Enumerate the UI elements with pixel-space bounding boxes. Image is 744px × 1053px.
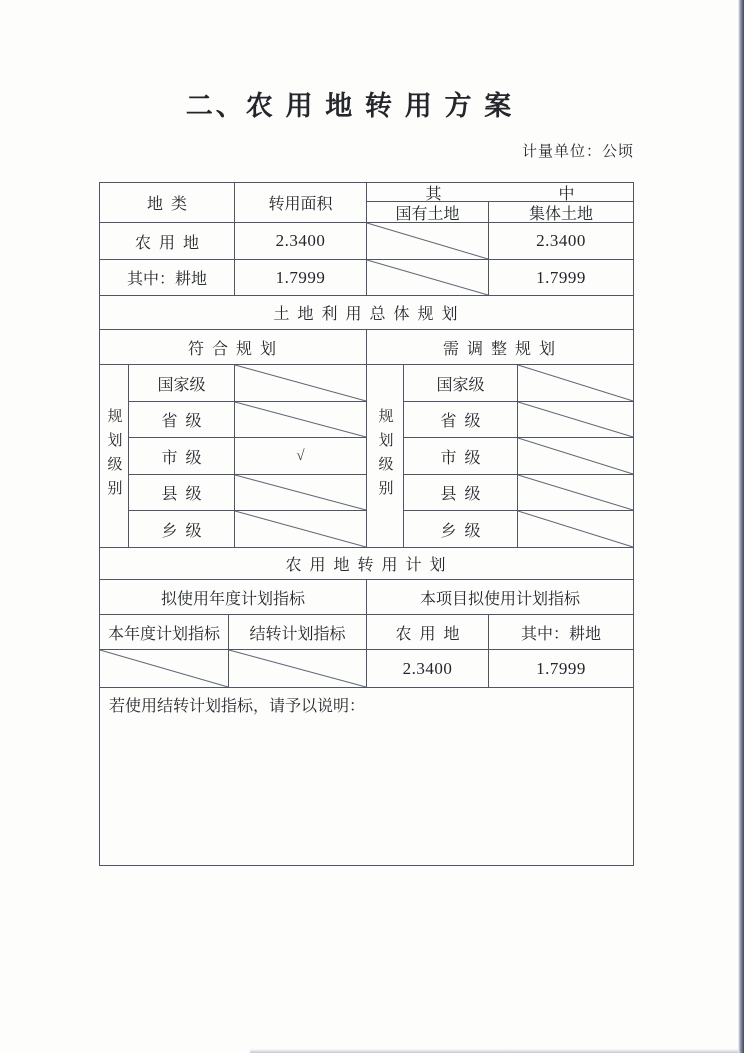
annual-plan-indicator-header: 拟使用年度计划指标 xyxy=(100,580,367,615)
farmland-area-value: 1.7999 xyxy=(235,260,367,296)
conform-city-checkmark-cell xyxy=(235,438,367,475)
adjust-township-empty-cell xyxy=(518,511,633,548)
among-which-header-cell xyxy=(367,183,633,202)
conforms-to-plan-header: 符 合 规 划 xyxy=(100,330,367,365)
adjust-township-level-label: 乡 级 xyxy=(404,511,518,548)
needs-adjustment-header: 需 调 整 规 划 xyxy=(367,330,633,365)
agricultural-land-row-label: 农 用 地 xyxy=(100,223,235,260)
carryover-indicator-header: 结转计划指标 xyxy=(229,615,367,650)
scan-page-edge-artifact xyxy=(738,0,744,1053)
planning-level-text-right: 规划级别 xyxy=(376,408,393,504)
measurement-unit-label: 计量单位：公顷 xyxy=(521,144,634,160)
agricultural-land-column-header: 农 用 地 xyxy=(367,615,489,650)
conform-national-level-label: 国家级 xyxy=(129,365,235,402)
conform-city-level-label: 市 级 xyxy=(129,438,235,475)
state-land-header-cell: 国有土地 xyxy=(367,202,489,223)
scan-bottom-shadow-artifact xyxy=(250,1049,738,1053)
adjust-province-level-label: 省 级 xyxy=(404,402,518,438)
farmland-row-label: 其中：耕地 xyxy=(100,260,235,296)
farmland-column-header: 其中：耕地 xyxy=(489,615,633,650)
land-conversion-form-table xyxy=(99,182,634,866)
collective-land-header-cell: 集体土地 xyxy=(489,202,633,223)
adjust-county-level-label: 县 级 xyxy=(404,475,518,511)
current-year-indicator-header: 本年度计划指标 xyxy=(100,615,229,650)
farmland-collective-land-value: 1.7999 xyxy=(489,260,633,296)
agricultural-land-area-value: 2.3400 xyxy=(235,223,367,260)
project-plan-indicator-header: 本项目拟使用计划指标 xyxy=(367,580,633,615)
conform-township-level-label: 乡 级 xyxy=(129,511,235,548)
agricultural-state-land-empty-cell xyxy=(367,223,489,260)
overall-planning-section-title: 土 地 利 用 总 体 规 划 xyxy=(100,296,633,330)
planning-level-text-left: 规划级别 xyxy=(105,408,122,504)
project-farmland-value: 1.7999 xyxy=(489,650,633,688)
page-title: 二、农 用 地 转 用 方 案 xyxy=(185,91,515,121)
adjust-national-level-label: 国家级 xyxy=(404,365,518,402)
adjust-national-empty-cell xyxy=(518,365,633,402)
conform-county-empty-cell xyxy=(235,475,367,511)
conversion-area-header-cell: 转用面积 xyxy=(235,183,367,223)
among-which-left-char: 其 xyxy=(425,185,442,203)
carryover-explanation-note-cell: 若使用结转计划指标，请予以说明： xyxy=(109,698,366,715)
adjust-county-empty-cell xyxy=(518,475,633,511)
project-agricultural-value: 2.3400 xyxy=(367,650,489,688)
adjust-city-empty-cell xyxy=(518,438,633,475)
conform-province-level-label: 省 级 xyxy=(129,402,235,438)
among-which-right-char: 中 xyxy=(558,185,575,203)
land-type-header-cell: 地 类 xyxy=(100,183,235,223)
adjust-city-level-label: 市 级 xyxy=(404,438,518,475)
conform-county-level-label: 县 级 xyxy=(129,475,235,511)
planning-level-vertical-label-right xyxy=(367,365,404,548)
conversion-plan-section-title: 农 用 地 转 用 计 划 xyxy=(100,548,633,580)
agricultural-collective-land-value: 2.3400 xyxy=(489,223,633,260)
conform-province-empty-cell xyxy=(235,402,367,438)
adjust-province-empty-cell xyxy=(518,402,633,438)
carryover-indicator-empty-cell xyxy=(229,650,367,688)
checkmark-icon: √ xyxy=(296,447,305,464)
current-year-indicator-empty-cell xyxy=(100,650,229,688)
conform-national-empty-cell xyxy=(235,365,367,402)
farmland-state-land-empty-cell xyxy=(367,260,489,296)
conform-township-empty-cell xyxy=(235,511,367,548)
planning-level-vertical-label-left xyxy=(100,365,129,548)
